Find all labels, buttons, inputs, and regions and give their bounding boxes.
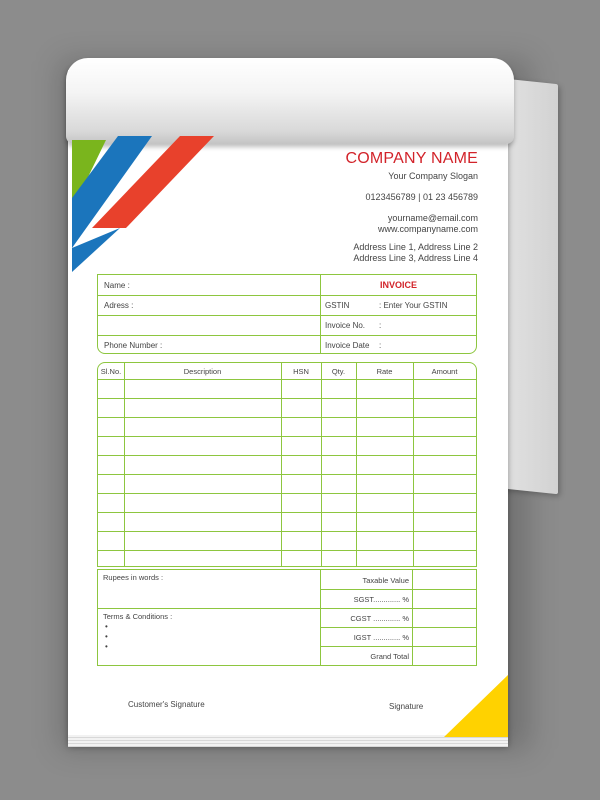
totals-divider [320, 570, 321, 665]
totals-divider [320, 589, 476, 590]
name-label: Name : [104, 281, 130, 290]
igst-label: IGST ............. % [353, 633, 409, 642]
totals-box [97, 569, 477, 666]
customer-signature-label: Customer's Signature [128, 700, 205, 709]
totals-divider [320, 608, 476, 609]
company-website: www.companyname.com [377, 224, 478, 234]
table-row [98, 379, 476, 380]
phone-label: Phone Number : [104, 341, 163, 350]
invoice-date-label: Invoice Date [325, 341, 370, 350]
address-line-1: Address Line 1, Address Line 2 [353, 242, 478, 252]
cgst-label: CGST ............. % [350, 614, 409, 623]
terms-bullet: • [105, 622, 108, 631]
header-hsn: HSN [293, 367, 309, 376]
header-rate: Rate [376, 367, 393, 376]
table-row [98, 493, 476, 494]
header-description: Description [183, 367, 222, 376]
totals-divider [320, 627, 476, 628]
col-divider [321, 363, 322, 566]
table-row [98, 531, 476, 532]
totals-divider [98, 608, 321, 609]
header-amount: Amount [431, 367, 458, 376]
invoice-title-row [321, 275, 476, 296]
table-row [98, 417, 476, 418]
terms-bullet: • [105, 642, 108, 651]
pad-page-edges [68, 735, 508, 747]
customer-info-box [97, 274, 477, 354]
invoice-no-separator: : [379, 321, 382, 330]
col-divider [413, 363, 414, 566]
invoice-date-separator: : [379, 341, 382, 350]
terms-bullet: • [105, 632, 108, 641]
col-divider [124, 363, 125, 566]
phone-row [98, 335, 321, 355]
yellow-triangle [444, 675, 508, 737]
table-row [98, 398, 476, 399]
grand-total-label: Grand Total [370, 652, 409, 661]
totals-divider [412, 570, 413, 665]
gstin-row [321, 295, 476, 316]
company-header [346, 150, 479, 264]
pad-binding [66, 58, 514, 144]
header-qty: Qty. [331, 367, 346, 376]
corner-stripes-graphic [72, 136, 222, 272]
address-label: Adress : [104, 301, 134, 310]
gstin-value: : Enter Your GSTIN [379, 301, 448, 310]
col-divider [356, 363, 357, 566]
signature-label: Signature [389, 702, 424, 711]
table-row [98, 474, 476, 475]
address-row-2 [98, 315, 321, 336]
company-phone: 0123456789 | 01 23 456789 [365, 192, 478, 202]
company-address [346, 242, 479, 264]
col-divider [281, 363, 282, 566]
table-row [98, 550, 476, 551]
address-line-2: Address Line 3, Address Line 4 [353, 253, 478, 263]
invoice-date-row [321, 335, 476, 355]
table-row [98, 436, 476, 437]
company-name: COMPANY NAME [345, 150, 478, 167]
invoice-no-row [321, 315, 476, 336]
company-slogan: Your Company Slogan [388, 171, 478, 181]
items-table [97, 362, 477, 567]
table-row [98, 512, 476, 513]
terms-label: Terms & Conditions : [103, 612, 173, 621]
table-row [98, 455, 476, 456]
header-sl-no: Sl.No. [100, 367, 122, 376]
corner-yellow-triangle [444, 675, 508, 737]
invoice-no-label: Invoice No. [325, 321, 366, 330]
company-email: yourname@email.com [387, 213, 478, 223]
taxable-value-label: Taxable Value [362, 576, 409, 585]
name-row [98, 275, 321, 296]
invoice-title: INVOICE [379, 280, 417, 290]
sgst-label: SGST............. % [353, 595, 409, 604]
address-row-1 [98, 295, 321, 316]
rupees-in-words-label: Rupees in words : [103, 573, 164, 582]
totals-divider [320, 646, 476, 647]
gstin-label: GSTIN [325, 301, 350, 310]
